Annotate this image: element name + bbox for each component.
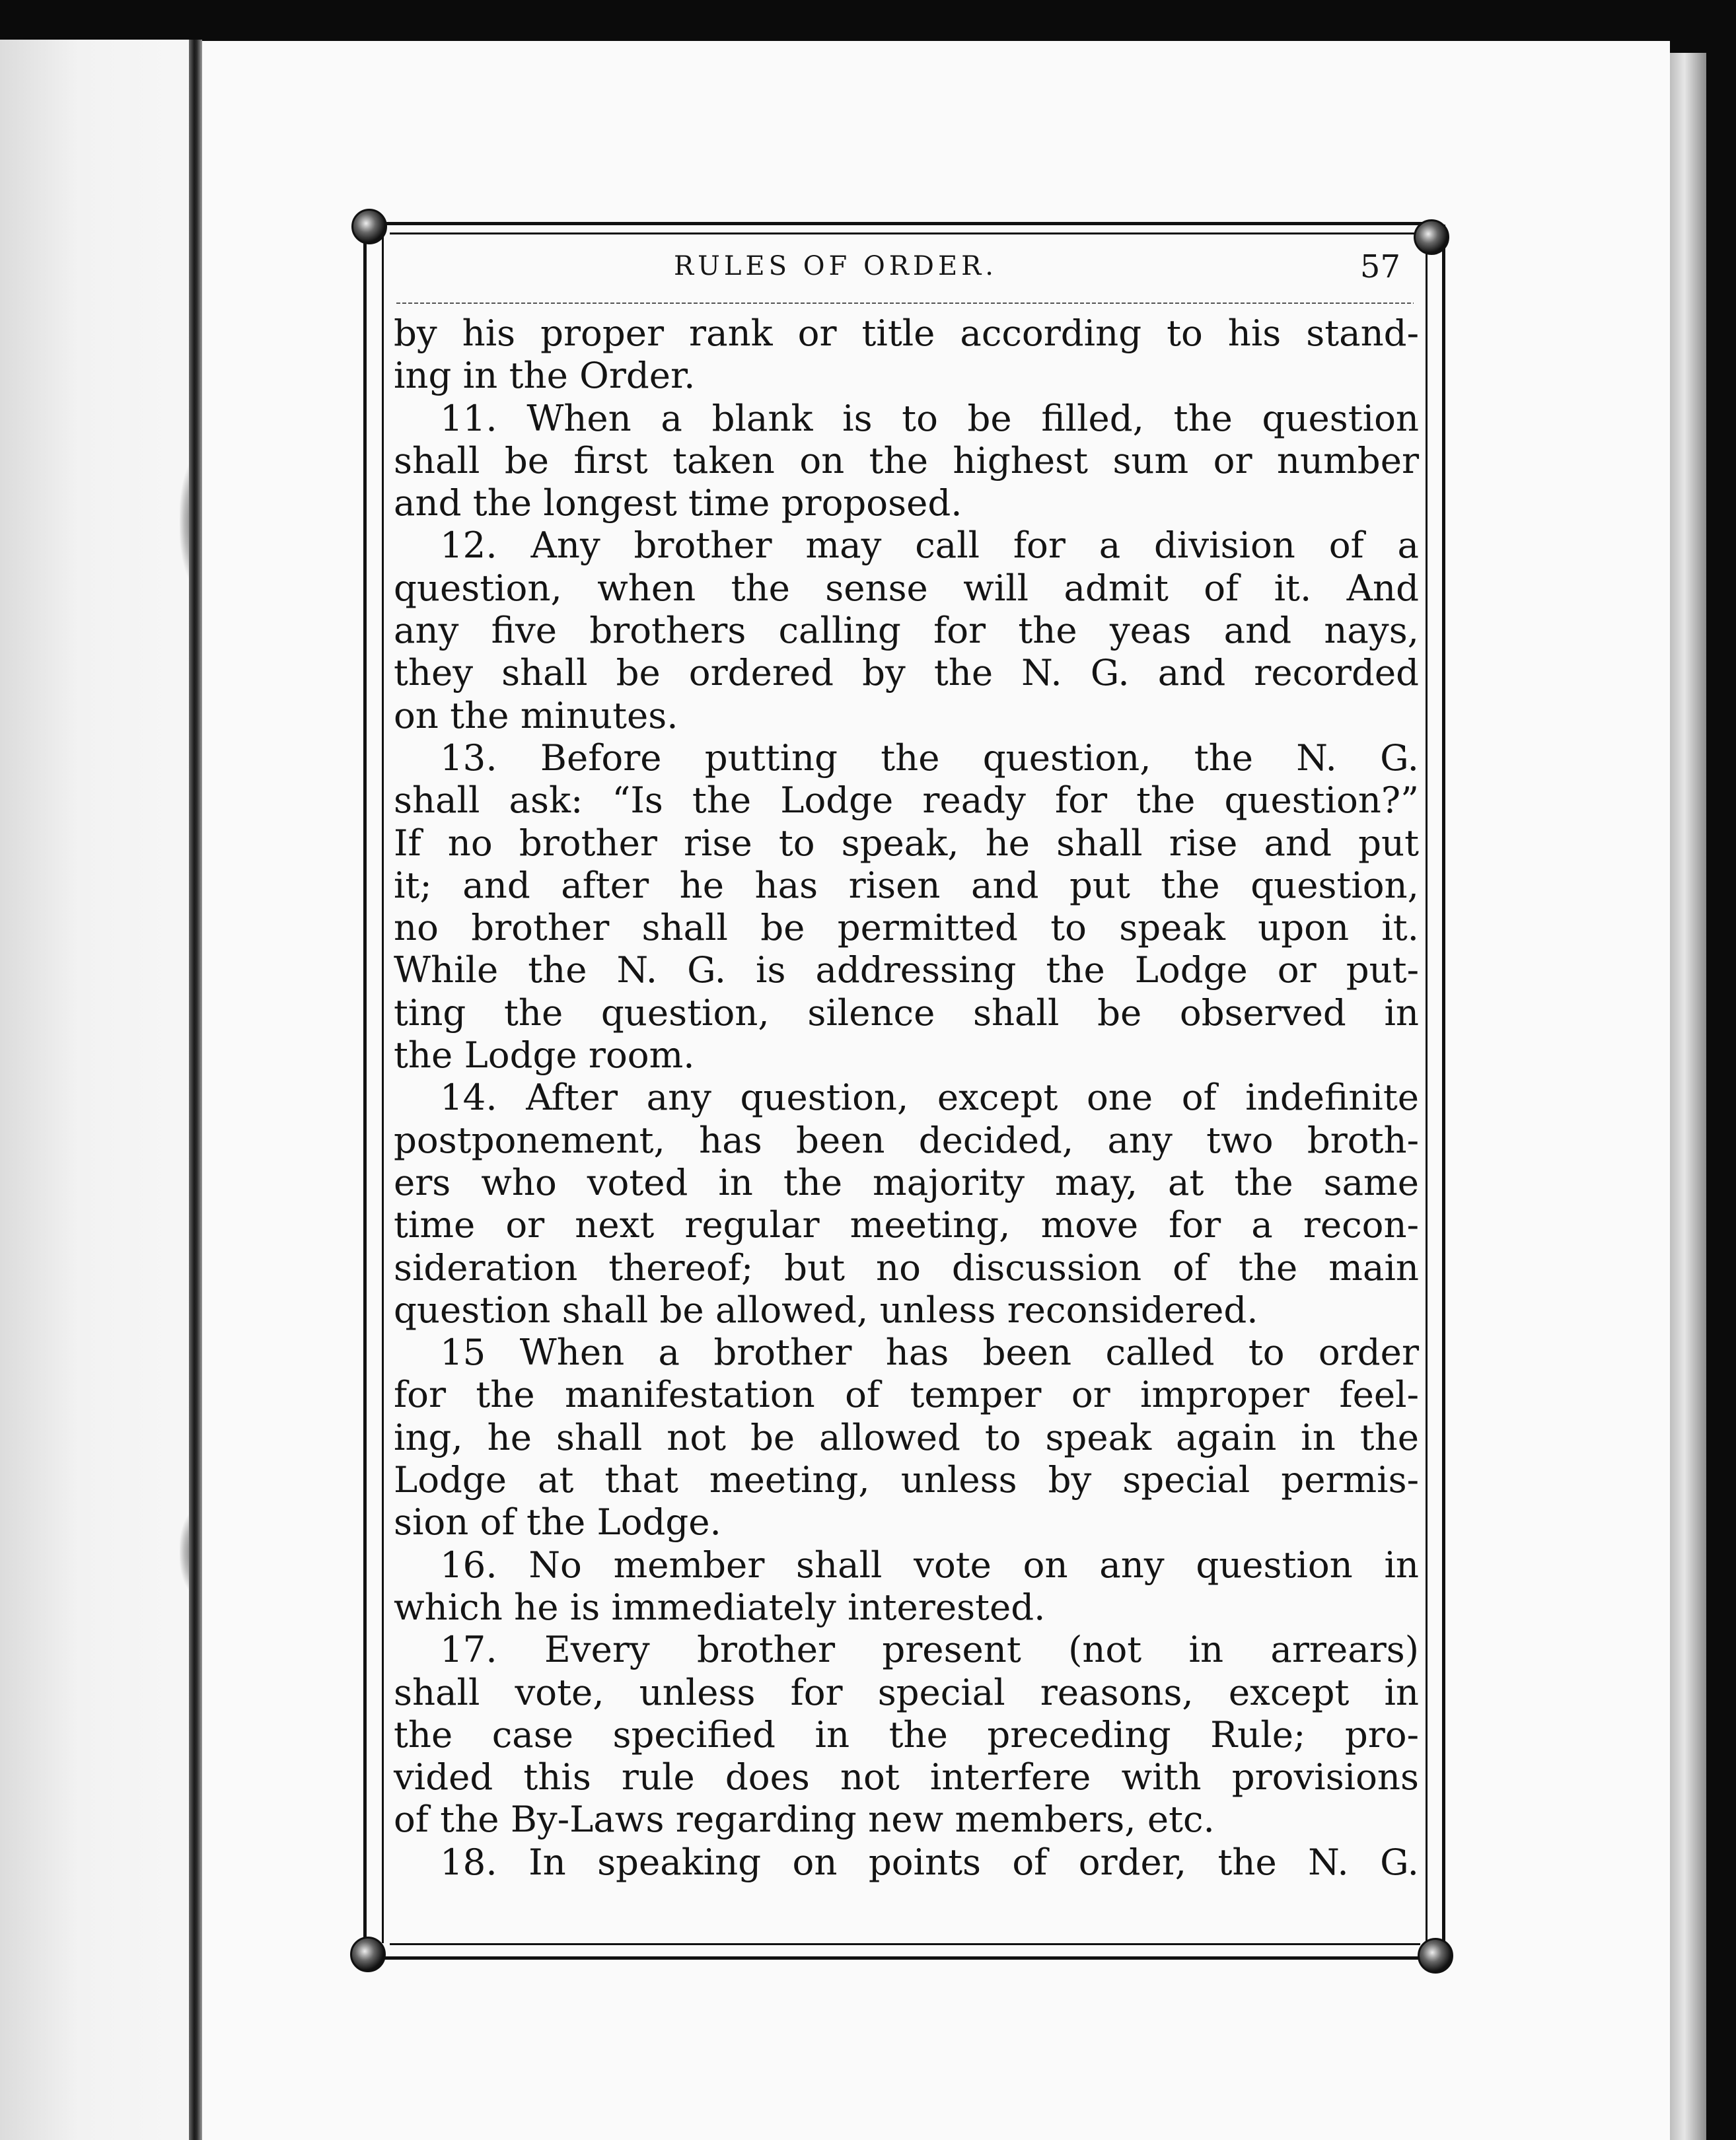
text-line: 15 When a brother has been called to order <box>440 1331 1419 1374</box>
corner-ornament-icon <box>1418 1938 1453 1974</box>
text-line: While the N. G. is addressing the Lodge or put- <box>394 948 1419 991</box>
page-number: 57 <box>1359 248 1400 285</box>
border-rule-right-inner <box>1426 232 1428 1943</box>
text-line: question shall be allowed, unless reconsidered. <box>394 1288 1258 1331</box>
corner-ornament-icon <box>350 1937 386 1972</box>
text-line: ting the question, silence shall be observed in <box>394 991 1419 1034</box>
facing-page-edge <box>0 40 197 2140</box>
text-line: If no brother rise to speak, he shall rise and put <box>394 821 1419 864</box>
text-line: 11. When a blank is to be filled, the question <box>440 396 1419 439</box>
border-rule-bottom <box>370 1956 1439 1960</box>
text-line: sion of the Lodge. <box>394 1501 721 1544</box>
text-line: and the longest time proposed. <box>394 482 962 524</box>
text-line: it; and after he has risen and put the question, <box>394 863 1419 906</box>
text-line: which he is immediately interested. <box>394 1585 1046 1628</box>
text-line: ers who voted in the majority may, at the same <box>394 1160 1419 1203</box>
border-rule-bottom-inner <box>390 1943 1420 1945</box>
text-line: of the By-Laws regarding new members, etc. <box>394 1798 1215 1841</box>
text-line: the case specified in the preceding Rule; pro- <box>394 1713 1419 1756</box>
text-line: 14. After any question, except one of indefinite <box>440 1076 1419 1119</box>
text-line: postponement, has been decided, any two broth- <box>394 1118 1419 1161</box>
text-line: time or next regular meeting, move for a recon- <box>394 1203 1419 1246</box>
text-line: vided this rule does not interfere with provisions <box>394 1756 1419 1799</box>
text-line: question, when the sense will admit of it. And <box>394 566 1419 609</box>
corner-ornament-icon <box>351 209 387 244</box>
text-line: 16. No member shall vote on any question in <box>440 1543 1419 1586</box>
page-header <box>396 248 1414 291</box>
text-line: shall be first taken on the highest sum or number <box>394 439 1419 482</box>
border-rule-top-inner <box>390 232 1420 234</box>
text-line: ing, he shall not be allowed to speak again in the <box>394 1415 1419 1458</box>
text-line: 12. Any brother may call for a division of a <box>440 524 1419 567</box>
text-line: no brother shall be permitted to speak upon it. <box>394 906 1419 949</box>
text-line: for the manifestation of temper or improper feel- <box>394 1373 1419 1416</box>
running-head: RULES OF ORDER. <box>674 251 997 281</box>
text-line: 18. In speaking on points of order, the N. G. <box>440 1840 1419 1883</box>
text-line: shall ask: “Is the Lodge ready for the question?” <box>394 779 1419 822</box>
text-line: the Lodge room. <box>394 1034 695 1077</box>
book-gutter <box>189 40 202 2140</box>
body-text <box>394 312 1419 1883</box>
text-line: they shall be ordered by the N. G. and recorded <box>394 651 1419 694</box>
text-line: 17. Every brother present (not in arrears) <box>440 1628 1419 1671</box>
text-line: 13. Before putting the question, the N. G. <box>440 736 1419 779</box>
text-line: ing in the Order. <box>394 354 696 397</box>
border-rule-top <box>370 222 1439 225</box>
text-line: sideration thereof; but no discussion of the main <box>394 1246 1419 1289</box>
text-line: any five brothers calling for the yeas and nays, <box>394 609 1419 652</box>
header-rule <box>396 303 1414 304</box>
text-line: by his proper rank or title according to his stand- <box>394 312 1419 354</box>
text-line: on the minutes. <box>394 694 678 736</box>
page-stack-edge <box>1670 53 1706 2140</box>
corner-ornament-icon <box>1414 219 1449 255</box>
border-rule-left-inner <box>382 232 384 1943</box>
text-line: Lodge at that meeting, unless by special permis- <box>394 1458 1419 1501</box>
text-line: shall vote, unless for special reasons, except in <box>394 1670 1419 1713</box>
